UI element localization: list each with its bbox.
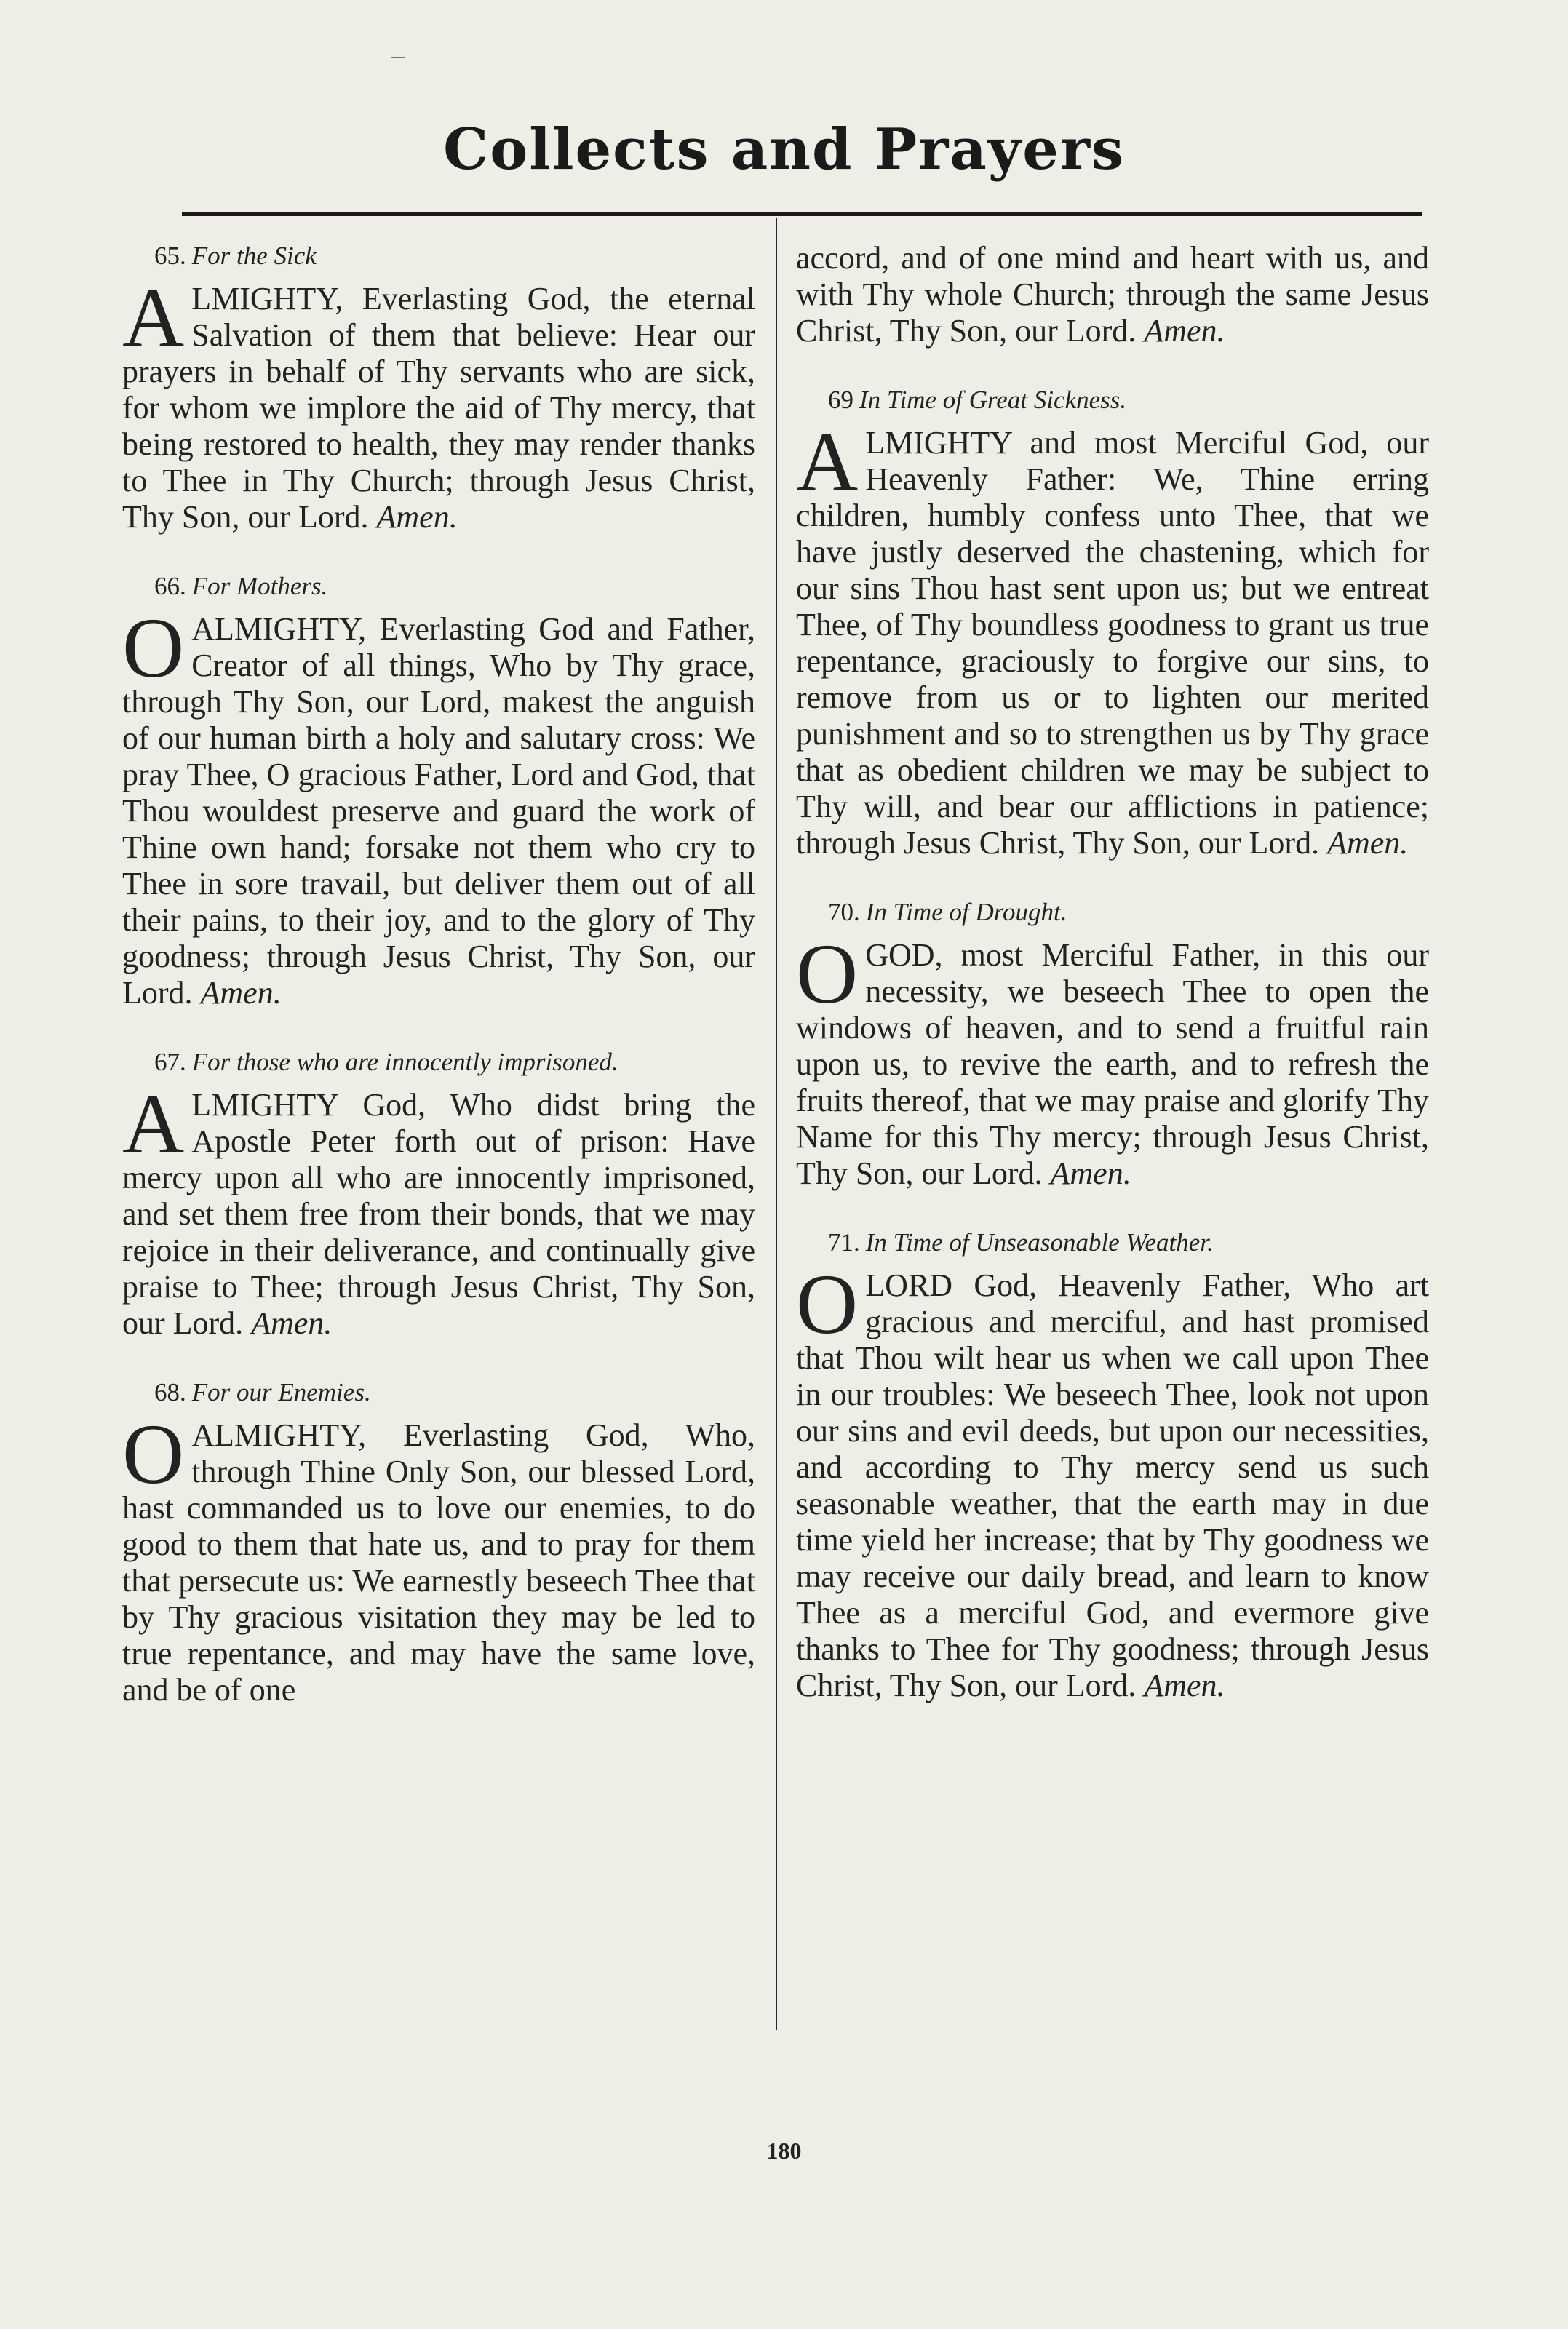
prayer-body-text: LMIGHTY, Everlasting God, the eternal Salvation of them that believe: Hear our prayers in behalf of Thy servants who are sick, for whom we implore the aid of Thy mercy, that being restored to health, they may render thanks to Thee in Thy Church; through Jesus Christ, Thy Son, our Lord. — [122, 281, 755, 535]
prayer-70 — [796, 896, 1429, 1192]
prayer-text — [122, 1406, 755, 1708]
right-column — [796, 240, 1429, 1739]
prayer-67 — [122, 1046, 755, 1342]
prayer-65 — [122, 240, 755, 536]
prayer-text — [796, 240, 1429, 349]
prayer-title: For those who are innocently imprisoned. — [191, 1048, 618, 1076]
prayer-text — [122, 600, 755, 1011]
prayer-heading — [796, 1227, 1429, 1259]
amen: Amen. — [200, 975, 282, 1011]
page-mark — [391, 57, 405, 58]
drop-cap: A — [122, 1076, 185, 1171]
prayer-heading — [122, 570, 755, 602]
prayer-heading — [122, 240, 755, 272]
prayer-title: For our Enemies. — [191, 1378, 371, 1406]
prayer-number: 68. — [154, 1378, 186, 1406]
prayer-body-text: ALMIGHTY, Everlasting God and Father, Creator of all things, Who by Thy grace, through Thy Son, our Lord, makest the anguish of our human birth a holy and salutary cross: We pray Thee, O gracious Father, Lord and God, that Thou wouldest preserve and guard the work of Thine own hand; forsake not them who cry to Thee in sore travail, but deliver them out of all their pains, to their joy, and to the glory of Thy goodness; through Jesus Christ, Thy Son, our Lord. — [122, 611, 755, 1011]
title-rule — [182, 212, 1422, 216]
prayer-heading — [122, 1046, 755, 1078]
drop-cap: A — [122, 270, 185, 365]
prayer-number: 66. — [154, 572, 186, 600]
drop-cap: O — [122, 1406, 185, 1502]
amen: Amen. — [1327, 825, 1409, 861]
amen: Amen. — [376, 499, 458, 535]
prayer-text — [122, 270, 755, 536]
page-title: Collects and Prayers — [443, 116, 1125, 183]
amen: Amen. — [251, 1305, 333, 1341]
prayer-heading — [796, 896, 1429, 928]
prayer-number: 65. — [154, 242, 186, 270]
prayer-body-text: LORD God, Heavenly Father, Who art gracious and merciful, and hast promised that Thou wilt hear us when we call upon Thee in our troubles: We beseech Thee, look not upon our sins and evil deeds, but upon our necessities, and according to Thy mercy send us such seasonable weather, that the earth may in due time yield her increase; that by Thy goodness we may receive our daily bread, and learn to know Thee as a merciful God, and evermore give thanks to Thee for Thy goodness; through Jesus Christ, Thy Son, our Lord. — [796, 1267, 1429, 1703]
prayer-number: 70. — [828, 898, 860, 926]
prayer-body-text: ALMIGHTY, Everlasting God, Who, through Thine Only Son, our blessed Lord, hast commanded us to love our enemies, to do good to them that hate us, and to pray for them that persecute us: We earnestly beseech Thee that by Thy gracious visitation they may be led to true repentance, and may have the same love, and be of one — [122, 1417, 755, 1708]
prayer-number: 71. — [828, 1228, 860, 1257]
drop-cap: O — [796, 1257, 859, 1352]
amen: Amen. — [1144, 1668, 1225, 1703]
prayer-68 — [122, 1377, 755, 1708]
prayer-number: 69 — [828, 386, 853, 414]
prayer-title: For Mothers. — [191, 572, 328, 600]
page-number: 180 — [766, 2138, 802, 2164]
prayer-71 — [796, 1227, 1429, 1704]
prayer-body-text: LMIGHTY and most Merciful God, our Heavenly Father: We, Thine erring children, humbly confess unto Thee, that we have justly deserved the chastening, which for our sins Thou hast sent upon us; but we entreat Thee, of Thy boundless goodness to grant us true repentance, graciously to forgive our sins, to remove from us or to lighten our merited punishment and so to strengthen us by Thy grace that as obedient children we may be subject to Thy will, and bear our afflictions in patience; through Jesus Christ, Thy Son, our Lord. — [796, 425, 1429, 861]
prayer-number: 67. — [154, 1048, 186, 1076]
drop-cap: O — [122, 600, 185, 696]
prayer-69 — [796, 384, 1429, 861]
prayer-title: In Time of Drought. — [865, 898, 1067, 926]
prayer-body-text: LMIGHTY God, Who didst bring the Apostle Peter forth out of prison: Have mercy upon all who are innocently imprisoned, and set them free from their bonds, that we may rejoice in their deliverance, and continually give praise to Thee; through Jesus Christ, Thy Son, our Lord. — [122, 1087, 755, 1341]
prayer-title: For the Sick — [191, 242, 317, 270]
prayer-body-text: GOD, most Merciful Father, in this our necessity, we beseech Thee to open the windows of heaven, and to send a fruitful rain upon us, to revive the earth, and to refresh the fruits thereof, that we may praise and glorify Thy Name for this Thy mercy; through Jesus Christ, Thy Son, our Lord. — [796, 937, 1429, 1191]
prayer-text — [796, 926, 1429, 1192]
prayer-66 — [122, 570, 755, 1011]
prayer-title: In Time of Great Sickness. — [859, 386, 1127, 414]
prayer-text — [122, 1076, 755, 1342]
prayer-body-text: accord, and of one mind and heart with us, and with Thy whole Church; through the same Jesus Christ, Thy Son, our Lord. — [796, 240, 1429, 349]
column-divider — [776, 218, 777, 2030]
prayer-heading — [122, 1377, 755, 1409]
prayer-68-continued — [796, 240, 1429, 349]
drop-cap: A — [796, 414, 859, 509]
prayer-text — [796, 1257, 1429, 1704]
left-column — [122, 240, 755, 1743]
drop-cap: O — [796, 926, 859, 1022]
prayer-heading — [796, 384, 1429, 416]
amen: Amen. — [1050, 1155, 1131, 1191]
prayer-title: In Time of Unseasonable Weather. — [865, 1228, 1214, 1257]
amen: Amen. — [1144, 313, 1225, 349]
prayer-text — [796, 414, 1429, 861]
